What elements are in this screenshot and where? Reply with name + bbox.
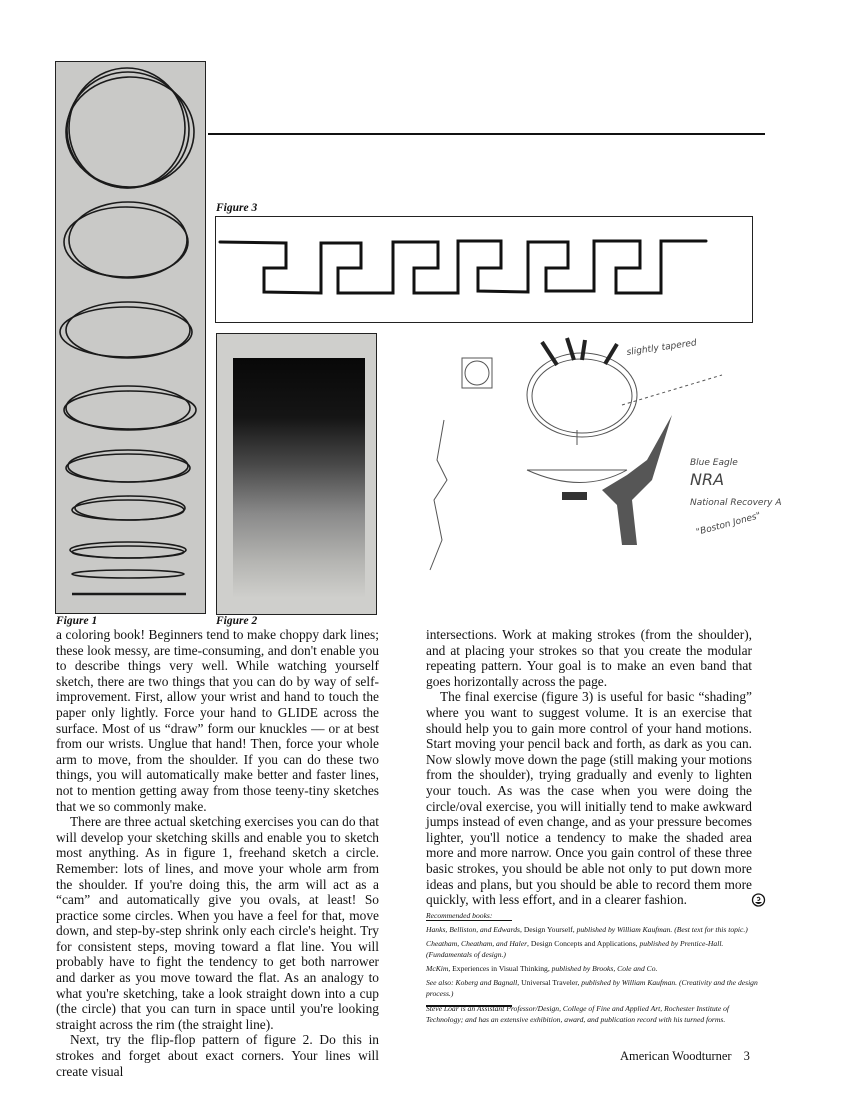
- woodturner-logo-icon: [737, 893, 752, 907]
- ovals-drawing: [56, 62, 204, 612]
- svg-text:NRA: NRA: [690, 470, 725, 489]
- bowl-sketch-drawing: [422, 330, 782, 610]
- figure-1-image: [55, 61, 206, 614]
- paragraph-text: The final exercise (figure 3) is useful for basic “shading” where you want to suggest volume. It is an exercise that should help you to gain more control of your hand motions. Start moving your pencil back and forth, as dark as you can. Now slowly move down the page (still making your motions from the shoulder), trying gradually and evenly to lighten your touch. As was the case when you were doing the circle/oval exercise, you will initially tend to make awkward jumps instead of even change, and as your pressure becomes lighter, you'll notice a tendency to make the shaded area more and more narrow. Once you gain control of these three basic strokes, you should be able not only to put down more ideas and plans, but you should be able to record them more quickly, with less effort, and in a clearer fashion.: [426, 689, 752, 908]
- svg-text:Blue Eagle: Blue Eagle: [690, 458, 738, 468]
- article-left-column: [56, 627, 379, 1079]
- flip-flop-pattern: [216, 217, 751, 321]
- reference-item: Cheatham, Cheatham, and Haler, Design Concepts and Applications, published by Prentice-Hall. (Fundamentals of design.): [426, 939, 724, 959]
- paragraph: intersections. Work at making strokes (from the shoulder), and at placing your strokes so that you create the modular repeating pattern. Your goal is to make an even band that goes horizontally across the page.: [426, 627, 752, 689]
- shading-gradient: [233, 358, 365, 598]
- figure-3-caption: Figure 3: [216, 202, 258, 214]
- reference-item: McKim, Experiences in Visual Thinking, published by Brooks, Cole and Co.: [426, 964, 658, 973]
- references-heading: Recommended books:: [426, 911, 493, 920]
- page-number: 3: [743, 1049, 750, 1063]
- recommended-books: [426, 910, 766, 1007]
- figure-3-image: [215, 216, 753, 323]
- paragraph: Next, try the flip-flop pattern of figure 2. Do this in strokes and forget about exact corners. Your lines will create visual: [56, 1032, 379, 1079]
- reference-item: See also: Koberg and Bagnall, Universal Traveler, published by William Kaufman. (Creativity and the design process.): [426, 978, 758, 998]
- svg-text:National Recovery Act: National Recovery Act: [690, 498, 782, 508]
- svg-text:"Boston Jones": "Boston Jones": [695, 511, 762, 538]
- figure-2-caption: Figure 2: [216, 615, 258, 627]
- svg-text:slightly tapered: slightly tapered: [626, 338, 698, 358]
- designer-sketch: [422, 330, 782, 610]
- paragraph: [426, 689, 752, 907]
- page-footer: [620, 1049, 750, 1064]
- shaded-foot: [602, 415, 672, 545]
- author-bio: Steve Loar is an Assistant Professor/Design, College of Fine and Applied Art, Rochester Institute of Technology; and has an extensive exhibition, award, and publication record with his turned forms.: [426, 1004, 730, 1024]
- figure-1-caption: Figure 1: [56, 615, 98, 627]
- figure-2-image: [216, 333, 377, 615]
- publication-name: American Woodturner: [620, 1049, 732, 1063]
- article-right-column: [426, 627, 752, 921]
- reference-item: Hanks, Belliston, and Edwards, Design Yourself, published by William Kaufman. (Best text for this topic.): [426, 925, 748, 934]
- paragraph: There are three actual sketching exercises you can do that will develop your sketching skills and enable you to sketch most anything. As in figure 1, freehand sketch a circle. Remember: lots of lines, and move your whole arm from the shoulder. If you're doing this, the arm will act as a “cam” and automatically give you ovals, at least! So practice some circles. When you have a feel for that, move down, and step-by-step shrink only each circle's height. Try for consistent steps, moving toward a flat line. You will probably have to fight the tendency to get both narrower and darker as you move toward the flat. As an analogy to what you're sketching, take a look straight down into a cup (the circle) that you can turn in space until you're looking straight across the rim (the straight line).: [56, 814, 379, 1032]
- top-rule: [208, 133, 765, 135]
- paragraph: a coloring book! Beginners tend to make choppy dark lines; these look messy, are time-consuming, and don't enable you to describe things very well. While watching yourself sketch, there are two things that you can do by way of self-improvement. First, allow your wrist and hand to touch the paper only lightly. Force your hand to GLIDE across the surface. Most of us “draw” form our knuckles — or at best from our wrists. Unglue that hand! Then, force your whole arm to move, from the shoulder. If you can do these two things, you will automatically make better and faster lines, not to mention getting away from those teeny-tiny sketches that we so commonly make.: [56, 627, 379, 814]
